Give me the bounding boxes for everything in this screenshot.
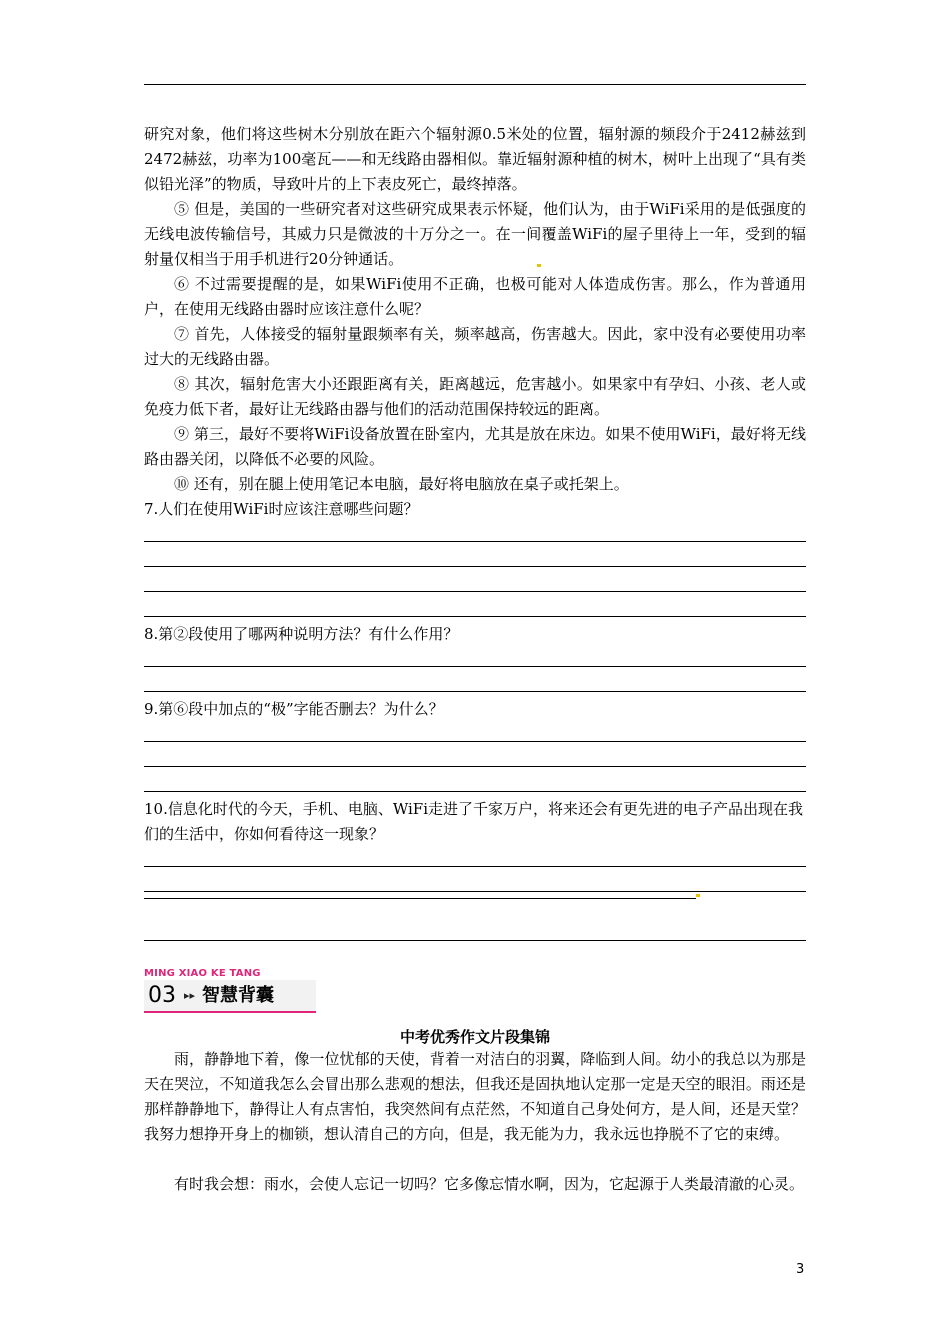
section-banner-box [144,980,316,1013]
yellow-mark [696,894,700,897]
section-number: 03 [148,983,176,1008]
essay-paragraph-2: 有时我会想：雨水，会使人忘记一切吗？它多像忘情水啊，因为，它起源于人类最清澈的心灵。 [174,1175,805,1193]
page-number: 3 [796,1262,805,1277]
answer-line[interactable] [144,898,696,899]
double-arrow-icon: ▸▸ [184,989,196,1002]
answer-line[interactable] [144,866,806,867]
question-9: 9.第⑥段中加点的“极”字能否删去？为什么？ [144,700,444,718]
paragraph-5: ⑤ 但是，美国的一些研究者对这些研究成果表示怀疑，他们认为，由于WiFi采用的是低强度的无线电波传输信号，其威力只是微波的十万分之一。在一间覆盖WiFi的屋子里待上一年，受到的辐射量仅相当于用手机进行20分钟通话。 [144,200,806,268]
answer-line[interactable] [144,766,806,767]
section-title: 智慧背囊 [202,985,274,1006]
answer-line[interactable] [144,666,806,667]
question-8: 8.第②段使用了哪两种说明方法？有什么作用？ [144,625,459,643]
header-rule [144,84,806,85]
paragraph-6: ⑥ 不过需要提醒的是，如果WiFi使用不正确，也极可能对人体造成伤害。那么，作为普通用户，在使用无线路由器时应该注意什么呢？ [144,275,806,318]
answer-line[interactable] [144,940,806,941]
question-7: 7.人们在使用WiFi时应该注意哪些问题？ [144,500,419,518]
answer-line[interactable] [144,791,806,792]
answer-line[interactable] [144,616,806,617]
section-banner [144,968,318,1014]
question-10: 10.信息化时代的今天，手机、电脑、WiFi走进了千家万户，将来还会有更先进的电子产品出现在我们的生活中，你如何看待这一现象？ [144,800,804,843]
paragraph-7: ⑦ 首先，人体接受的辐射量跟频率有关，频率越高，伤害越大。因此，家中没有必要使用功率过大的无线路由器。 [144,325,806,368]
answer-line[interactable] [144,741,806,742]
answer-line[interactable] [144,566,806,567]
paragraph-9: ⑨ 第三，最好不要将WiFi设备放置在卧室内，尤其是放在床边。如果不使用WiFi，最好将无线路由器关闭，以降低不必要的风险。 [144,425,806,468]
paragraph-10: ⑩ 还有，别在腿上使用笔记本电脑，最好将电脑放在桌子或托架上。 [174,475,629,493]
answer-line[interactable] [144,541,806,542]
paragraph-4-continued: 研究对象，他们将这些树木分别放在距六个辐射源0.5米处的位置，辐射源的频段介于2412赫兹到2472赫兹，功率为100毫瓦——和无线路由器相似。靠近辐射源种植的树木，树叶上出现了“具有类似铅光泽”的物质，导致叶片的上下表皮死亡，最终掉落。 [144,125,806,193]
essay-heading: 中考优秀作文片段集锦 [399,1028,550,1046]
paragraph-8: ⑧ 其次，辐射危害大小还跟距离有关，距离越远，危害越小。如果家中有孕妇、小孩、老人或免疫力低下者，最好让无线路由器与他们的活动范围保持较远的距离。 [144,375,806,418]
answer-line[interactable] [144,691,806,692]
answer-line[interactable] [144,891,806,892]
answer-line[interactable] [144,591,806,592]
yellow-mark [537,264,541,267]
essay-paragraph-1: 雨，静静地下着，像一位忧郁的天使，背着一对洁白的羽翼，降临到人间。幼小的我总以为那是天在哭泣，不知道我怎么会冒出那么悲观的想法，但我还是固执地认定那一定是天空的眼泪。雨还是那样静静地下，静得让人有点害怕，我突然间有点茫然，不知道自己身处何方，是人间，还是天堂？我努力想挣开身上的枷锁，想认清自己的方向，但是，我无能为力，我永远也挣脱不了它的束缚。 [144,1050,806,1143]
section-subtitle: MING XIAO KE TANG [144,968,261,979]
